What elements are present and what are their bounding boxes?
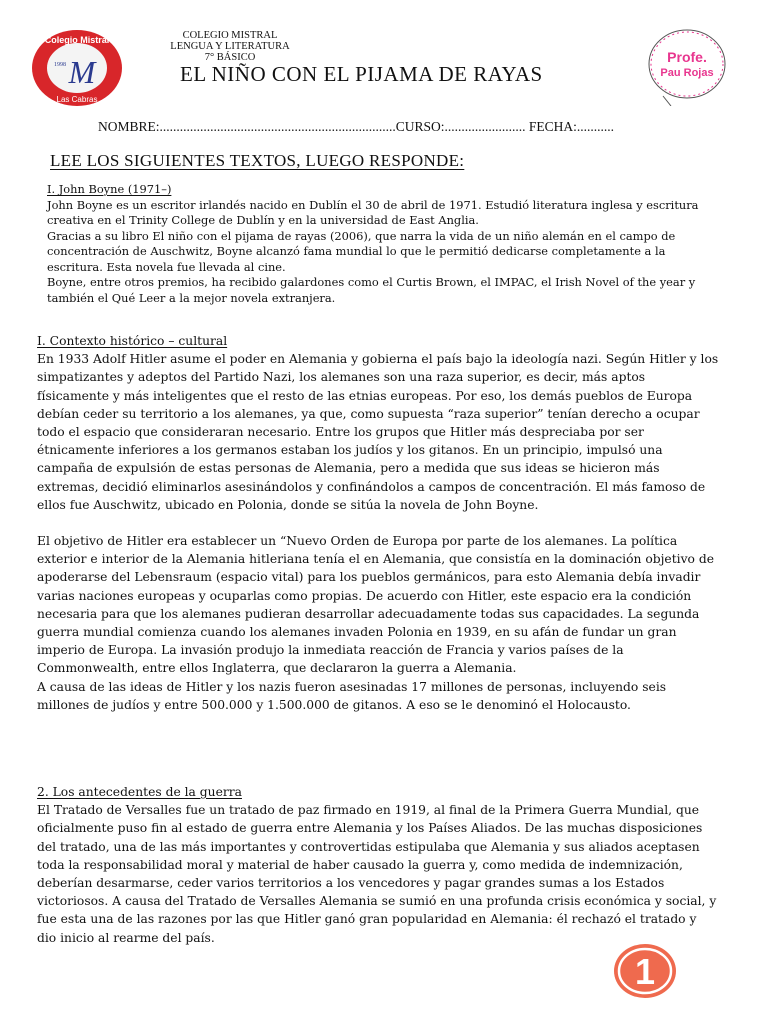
teacher-badge — [645, 26, 731, 106]
page-title: EL NIÑO CON EL PIJAMA DE RAYAS — [180, 62, 543, 86]
context-section — [37, 332, 719, 714]
school-name: COLEGIO MISTRAL — [182, 30, 278, 41]
grade-label: 7° BÁSICO — [204, 52, 256, 63]
antecedents-paragraph-1: El Tratado de Versalles fue un tratado de paz firmado en 1919, al final de la Primera Guerra Mundial, que oficialmente puso fin al estado de guerra entre Alemania y los Países Aliados. De las muchas disposiciones del tratado, una de las más importantes y controvertidas estipulaba que Alemania y sus aliados aceptasen toda la responsabilidad moral y material de haber causado la guerra y, como medida de indemnización, deberían desarmarse, ceder varios territorios a los vencedores y pagar grandes sumas a los Estados victoriosos. A causa del Tratado de Versalles Alemania se sumió en una profunda crisis económica y social, y fue esta una de las razones por las que Hitler ganó gran popularidad en Alemania: él rechazó el tratado y dio inicio al rearme del país. — [37, 803, 717, 945]
antecedents-section — [37, 783, 719, 947]
badge-line1: Profe. — [667, 49, 707, 65]
bio-heading: I. John Boyne (1971–) — [47, 182, 172, 196]
page-number-badge — [613, 942, 677, 1000]
logo-year: 1998 — [54, 62, 66, 68]
bio-paragraph-2: Gracias a su libro El niño con el pijama de rayas (2006), que narra la vida de un niño alemán en el campo de concentración de Auschwitz, Boyne alcanzó fama mundial lo que le permitió dedicarse completamente a la escritura. Esta novela fue llevada al cine. — [47, 228, 676, 274]
context-paragraph-2: El objetivo de Hitler era establecer un “Nuevo Orden de Europa por parte de los alemanes. La política exterior e interior de la Alemania hitleriana tenía el en Alemania, que consistía en la dominación objetivo de apoderarse del Lebensraum (espacio vital) para los pueblos germánicos, para esto Alemania debía invadir varias naciones europeas y ocuparlas como propias. De acuerdo con Hitler, este espacio era la condición necesaria para que los alemanes pudieran desarrollar adecuadamente todas sus capacidades. La segunda guerra mundial comienza cuando los alemanes invaden Polonia en 1939, en su afán de fundar un gran imperio de Europa. La invasión produjo la inmediata reacción de Francia y varios países de la Commonwealth, entre ellos Inglaterra, que declararon la guerra a Alemania. — [37, 534, 714, 676]
school-logo — [30, 28, 124, 108]
student-fields[interactable]: NOMBRE:......................................................................CURSO:........................ FECHA:........... — [98, 119, 615, 134]
logo-letter: M — [68, 54, 96, 90]
subject-name: LENGUA Y LITERATURA — [170, 41, 290, 52]
context-paragraph-1: En 1933 Adolf Hitler asume el poder en Alemania y gobierna el país bajo la ideología nazi. Según Hitler y los simpatizantes y adeptos del Partido Nazi, los alemanes son una raza superior, es decir, más aptos físicamente y más inteligentes que el resto de las etnias europeas. Por eso, los demás pueblos de Europa debían ceder su territorio a los alemanes, ya que, como supuesta “raza superior” tenían derecho a ocupar todo el espacio que consideraran necesario. Entre los grupos que Hitler más despreciaba por ser étnicamente inferiores a los germanos estaban los judíos y los gitanos. En un principio, impulsó una campaña de expulsión de estas personas de Alemania, pero a medida que sus ideas se hicieron más extremas, decidió eliminarlos asesinándolos y confinándolos a campos de concentración. El más famoso de ellos fue Auschwitz, ubicado en Polonia, donde se sitúa la novela de John Boyne. — [37, 352, 719, 512]
context-paragraph-3: A causa de las ideas de Hitler y los nazis fueron asesinadas 17 millones de personas, incluyendo seis millones de judíos y entre 500.000 y 1.500.000 de gitanos. A eso se le denominó el Holocausto. — [37, 679, 667, 712]
bio-section — [47, 182, 717, 306]
badge-line2: Pau Rojas — [660, 67, 714, 79]
antecedents-heading: 2. Los antecedentes de la guerra — [37, 785, 242, 799]
bio-paragraph-3: Boyne, entre otros premios, ha recibido galardones como el Curtis Brown, el IMPAC, el Irish Novel of the year y también el Qué Leer a la mejor novela extranjera. — [47, 275, 696, 305]
bio-paragraph-1: John Boyne es un escritor irlandés nacido en Dublín el 30 de abril de 1971. Estudió literatura inglesa y escritura creativa en el Trinity College de Dublín y en la universidad de East Anglia. — [47, 197, 699, 227]
page-number: 1 — [634, 951, 656, 992]
logo-top-text: Colegio Mistral — [44, 35, 110, 45]
instructions: LEE LOS SIGUIENTES TEXTOS, LUEGO RESPONDE: — [50, 151, 465, 170]
logo-bottom-text: Las Cabras — [56, 95, 98, 104]
school-header — [140, 30, 320, 63]
context-heading: I. Contexto histórico – cultural — [37, 334, 228, 348]
